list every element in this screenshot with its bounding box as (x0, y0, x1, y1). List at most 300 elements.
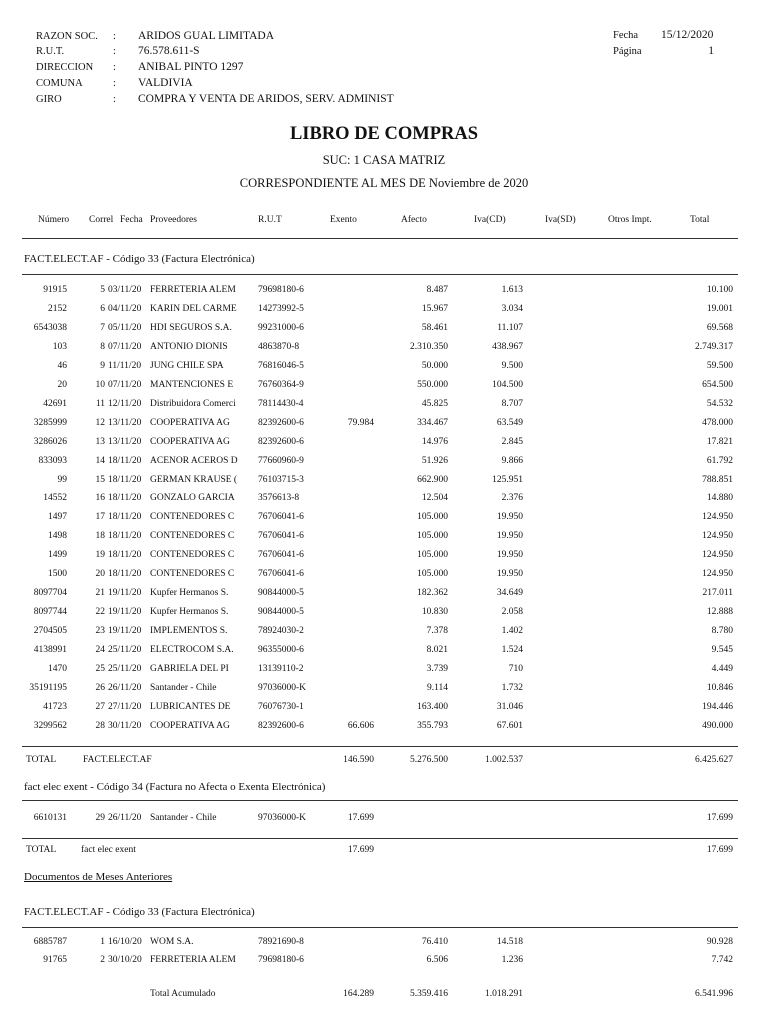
table-row (0, 342, 768, 360)
cell-proveedor: FERRETERIA ALEM (150, 285, 236, 295)
cell-iva: 9.866 (501, 455, 523, 466)
table-row (0, 569, 768, 587)
cell-iva: 19.950 (496, 512, 523, 523)
cell-iva: 14.518 (496, 937, 523, 947)
cell-correl: 1 (100, 937, 105, 947)
cell-fecha: 25/11/20 (108, 645, 142, 656)
cell-fecha: 11/11/20 (108, 360, 142, 371)
cell-proveedor: KARIN DEL CARME (150, 303, 237, 314)
prev-months-title: Documentos de Meses Anteriores (24, 871, 173, 883)
cell-iva: 19.950 (496, 569, 523, 580)
report-title: LIBRO DE COMPRAS (289, 124, 479, 144)
cell-fecha: 26/11/20 (108, 682, 142, 693)
cell-total: 124.950 (702, 569, 733, 580)
cell-iva: 2.376 (501, 493, 523, 504)
cell-correl: 25 (95, 664, 105, 674)
cell-iva: 63.549 (496, 417, 523, 428)
cell-afecto: 105.000 (417, 531, 448, 542)
cell-proveedor: GERMAN KRAUSE ( (150, 474, 238, 485)
section1-total-row (0, 755, 768, 773)
cell-proveedor: IMPLEMENTOS S. (150, 626, 228, 637)
cell-correl: 8 (100, 341, 105, 352)
company-label: COMUNA (36, 78, 83, 89)
cell-rut: 3576613-8 (258, 493, 300, 504)
cell-fecha: 30/10/20 (108, 955, 142, 965)
cell-numero: 99 (57, 474, 67, 485)
section2-total-divider (22, 838, 738, 839)
cell-rut: 97036000-K (258, 813, 307, 823)
table-row (0, 380, 768, 398)
cell-afecto: 662.900 (417, 474, 448, 485)
company-separator: : (113, 62, 116, 73)
cell-correl: 28 (95, 720, 105, 731)
cell-correl: 17 (95, 512, 105, 523)
accum-total-row (0, 989, 768, 1007)
cell-iva: 19.950 (496, 550, 523, 561)
cell-total: 9.545 (711, 645, 733, 656)
table-row (0, 955, 768, 973)
cell-afecto: 8.021 (426, 645, 448, 656)
cell-fecha: 27/11/20 (108, 701, 142, 712)
fecha-label: Fecha (613, 30, 639, 41)
company-label: R.U.T. (36, 46, 65, 57)
cell-iva: 710 (508, 664, 523, 674)
cell-correl: 21 (95, 588, 105, 599)
cell-afecto: 334.467 (417, 417, 448, 428)
cell-proveedor: COOPERATIVA AG (150, 417, 230, 428)
cell-iva: 67.601 (496, 720, 523, 731)
section3-title: FACT.ELECT.AF - Código 33 (Factura Electrónica) (24, 906, 255, 918)
cell-rut: 79698180-6 (258, 955, 304, 965)
cell-proveedor: ELECTROCOM S.A. (150, 645, 234, 656)
cell-rut: 97036000-K (258, 682, 307, 693)
col-afecto: Afecto (401, 215, 427, 225)
cell-iva: 1.524 (501, 645, 523, 656)
cell-correl: 27 (95, 701, 105, 712)
cell-correl: 26 (95, 682, 105, 693)
cell-fecha: 30/11/20 (108, 720, 142, 731)
table-row (0, 626, 768, 644)
cell-afecto: 8.487 (426, 285, 448, 295)
sucursal: SUC: 1 CASA MATRIZ (322, 153, 446, 167)
cell-total: 124.950 (702, 531, 733, 542)
company-value: ARIDOS GUAL LIMITADA (138, 30, 275, 42)
cell-iva: 2.845 (501, 436, 523, 447)
cell-correl: 20 (95, 569, 105, 580)
cell-numero: 35191195 (29, 682, 67, 693)
cell-proveedor: CONTENEDORES C (150, 550, 235, 561)
cell-total: 124.950 (702, 512, 733, 523)
cell-correl: 9 (100, 360, 105, 371)
cell-total: 14.880 (706, 493, 733, 504)
accum-exento: 164.289 (343, 989, 374, 999)
cell-afecto: 550.000 (417, 379, 448, 390)
cell-afecto: 182.362 (417, 588, 448, 599)
cell-afecto: 14.976 (421, 436, 448, 447)
cell-numero: 1498 (48, 531, 67, 542)
table-row (0, 456, 768, 474)
cell-numero: 2152 (48, 303, 67, 314)
cell-afecto: 163.400 (417, 701, 448, 712)
table-row (0, 607, 768, 625)
table-row (0, 475, 768, 493)
cell-rut: 76706041-6 (258, 512, 304, 523)
cell-numero: 91915 (43, 285, 67, 295)
cell-afecto: 12.504 (421, 493, 448, 504)
accum-afecto: 5.359.416 (410, 989, 448, 999)
cell-fecha: 18/11/20 (108, 474, 142, 485)
cell-total: 12.888 (706, 607, 733, 618)
cell-rut: 82392600-6 (258, 436, 304, 447)
cell-proveedor: LUBRICANTES DE (150, 701, 231, 712)
cell-proveedor: CONTENEDORES C (150, 569, 235, 580)
header-divider (22, 238, 738, 239)
table-row (0, 493, 768, 511)
col-numero: Número (38, 215, 70, 225)
cell-fecha: 16/10/20 (108, 937, 142, 947)
cell-fecha: 07/11/20 (108, 341, 142, 352)
cell-numero: 14552 (43, 493, 67, 504)
table-row (0, 304, 768, 322)
cell-numero: 3286026 (33, 436, 67, 447)
cell-proveedor: COOPERATIVA AG (150, 720, 230, 731)
cell-rut: 76706041-6 (258, 569, 304, 580)
cell-fecha: 12/11/20 (108, 398, 142, 409)
cell-fecha: 19/11/20 (108, 626, 142, 637)
company-separator: : (113, 46, 116, 57)
cell-rut: 90844000-5 (258, 607, 304, 618)
cell-afecto: 7.378 (426, 626, 448, 637)
total-iva: 1.002.537 (485, 755, 523, 765)
cell-proveedor: CONTENEDORES C (150, 512, 235, 523)
cell-rut: 96355000-6 (258, 645, 304, 656)
pagina-label: Página (613, 46, 642, 57)
col-proveedores: Proveedores (150, 215, 197, 225)
table-row (0, 702, 768, 720)
total-label: TOTAL (26, 845, 57, 855)
cell-exento: 79.984 (347, 417, 374, 428)
cell-numero: 1499 (48, 550, 67, 561)
cell-iva: 125.951 (492, 474, 523, 485)
cell-numero: 1500 (48, 569, 67, 580)
section2-divider (22, 800, 738, 801)
cell-afecto: 105.000 (417, 512, 448, 523)
company-value: COMPRA Y VENTA DE ARIDOS, SERV. ADMINIST (138, 93, 394, 105)
cell-proveedor: GONZALO GARCIA (150, 493, 235, 504)
cell-total: 17.699 (706, 813, 733, 823)
cell-exento: 17.699 (347, 813, 374, 823)
cell-numero: 833093 (38, 455, 67, 466)
cell-proveedor: Kupfer Hermanos S. (150, 588, 229, 599)
col-iva-cd: Iva(CD) (474, 215, 506, 225)
cell-total: 54.532 (706, 398, 733, 409)
cell-afecto: 6.506 (426, 955, 448, 965)
cell-correl: 7 (100, 322, 105, 333)
cell-rut: 76760364-9 (258, 379, 304, 390)
cell-total: 7.742 (711, 955, 733, 965)
cell-rut: 79698180-6 (258, 285, 304, 295)
cell-correl: 19 (95, 550, 105, 561)
cell-numero: 103 (52, 341, 67, 352)
table-row (0, 664, 768, 682)
company-value: VALDIVIA (138, 77, 193, 89)
total-exento: 146.590 (343, 755, 374, 765)
company-label: RAZON SOC. (36, 31, 98, 42)
cell-rut: 14273992-5 (258, 303, 304, 314)
cell-fecha: 18/11/20 (108, 569, 142, 580)
cell-numero: 3285999 (33, 417, 67, 428)
cell-proveedor: WOM S.A. (150, 937, 194, 947)
cell-proveedor: Santander - Chile (150, 813, 217, 823)
cell-proveedor: Distribuidora Comerci (150, 398, 236, 409)
cell-fecha: 07/11/20 (108, 379, 142, 390)
cell-rut: 78921690-8 (258, 937, 304, 947)
table-row (0, 588, 768, 606)
cell-total: 10.100 (706, 285, 733, 295)
col-exento: Exento (330, 215, 357, 225)
cell-numero: 4138991 (33, 645, 67, 656)
cell-exento: 66.606 (347, 720, 374, 731)
total-total: 17.699 (706, 845, 733, 855)
accum-total: 6.541.996 (695, 989, 733, 999)
cell-correl: 10 (95, 379, 105, 390)
cell-total: 194.446 (702, 701, 733, 712)
cell-proveedor: GABRIELA DEL PI (150, 664, 229, 674)
company-value: 76.578.611-S (138, 45, 200, 57)
section2-title: fact elec exent - Código 34 (Factura no Afecta o Exenta Electrónica) (24, 781, 326, 793)
cell-total: 19.001 (706, 303, 733, 314)
cell-iva: 34.649 (496, 588, 523, 599)
cell-rut: 13139110-2 (258, 664, 304, 674)
cell-total: 2.749.317 (695, 341, 733, 352)
cell-rut: 82392600-6 (258, 720, 304, 731)
section2-total-row (0, 845, 768, 863)
cell-rut: 78924030-2 (258, 626, 304, 637)
total-afecto: 5.276.500 (410, 755, 448, 765)
cell-proveedor: Santander - Chile (150, 682, 217, 693)
cell-correl: 16 (95, 493, 105, 504)
cell-fecha: 18/11/20 (108, 531, 142, 542)
cell-proveedor: HDI SEGUROS S.A. (150, 322, 232, 333)
company-separator: : (113, 31, 116, 42)
cell-afecto: 50.000 (421, 360, 448, 371)
cell-numero: 1497 (48, 512, 67, 523)
cell-correl: 18 (95, 531, 105, 542)
cell-correl: 11 (95, 398, 105, 409)
cell-fecha: 13/11/20 (108, 417, 142, 428)
cell-afecto: 15.967 (421, 303, 448, 314)
cell-afecto: 9.114 (426, 682, 448, 693)
cell-iva: 11.107 (497, 322, 523, 333)
col-rut: R.U.T (258, 215, 282, 225)
cell-numero: 46 (57, 360, 67, 371)
cell-afecto: 105.000 (417, 550, 448, 561)
table-row (0, 813, 768, 831)
cell-fecha: 18/11/20 (108, 493, 142, 504)
cell-rut: 76706041-6 (258, 550, 304, 561)
cell-proveedor: ACENOR ACEROS D (150, 455, 238, 466)
total-name: FACT.ELECT.AF (83, 755, 152, 765)
table-row (0, 937, 768, 955)
cell-afecto: 2.310.350 (410, 341, 448, 352)
table-row (0, 323, 768, 341)
cell-fecha: 05/11/20 (108, 322, 142, 333)
cell-proveedor: FERRETERIA ALEM (150, 955, 236, 965)
column-headers (0, 215, 768, 233)
cell-total: 10.846 (706, 682, 733, 693)
cell-numero: 8097744 (33, 607, 67, 618)
cell-total: 490.000 (702, 720, 733, 731)
section1-total-divider (22, 746, 738, 747)
cell-iva: 104.500 (492, 379, 523, 390)
cell-proveedor: CONTENEDORES C (150, 531, 235, 542)
cell-numero: 41723 (43, 701, 67, 712)
cell-fecha: 18/11/20 (108, 512, 142, 523)
col-fecha: Fecha (120, 215, 143, 225)
cell-total: 124.950 (702, 550, 733, 561)
cell-numero: 6885787 (33, 937, 67, 947)
cell-correl: 12 (95, 417, 105, 428)
cell-total: 478.000 (702, 417, 733, 428)
cell-rut: 76103715-3 (258, 474, 304, 485)
cell-proveedor: COOPERATIVA AG (150, 436, 230, 447)
cell-proveedor: MANTENCIONES E (150, 379, 234, 390)
section1-title: FACT.ELECT.AF - Código 33 (Factura Electrónica) (24, 253, 255, 265)
cell-rut: 77660960-9 (258, 455, 304, 466)
company-separator: : (113, 78, 116, 89)
cell-correl: 23 (95, 626, 105, 637)
cell-numero: 6610131 (33, 813, 67, 823)
table-row (0, 285, 768, 303)
cell-correl: 5 (100, 285, 105, 295)
cell-rut: 99231000-6 (258, 322, 304, 333)
cell-rut: 76706041-6 (258, 531, 304, 542)
cell-correl: 29 (95, 813, 105, 823)
cell-fecha: 13/11/20 (108, 436, 142, 447)
cell-numero: 8097704 (33, 588, 67, 599)
cell-iva: 1.613 (501, 285, 523, 295)
section1-divider (22, 274, 738, 275)
table-row (0, 721, 768, 739)
table-row (0, 683, 768, 701)
cell-total: 17.821 (706, 436, 733, 447)
cell-numero: 42691 (43, 398, 67, 409)
cell-fecha: 03/11/20 (108, 285, 142, 295)
col-otros: Otros Impt. (608, 215, 652, 225)
accum-iva: 1.018.291 (485, 989, 523, 999)
cell-fecha: 18/11/20 (108, 550, 142, 561)
cell-total: 69.568 (706, 322, 733, 333)
accum-label: Total Acumulado (150, 989, 216, 999)
cell-iva: 9.500 (501, 360, 523, 371)
cell-afecto: 105.000 (417, 569, 448, 580)
table-row (0, 512, 768, 530)
table-row (0, 550, 768, 568)
cell-afecto: 10.830 (421, 607, 448, 618)
cell-total: 788.851 (702, 474, 733, 485)
cell-numero: 6543038 (33, 322, 67, 333)
cell-total: 8.780 (711, 626, 733, 637)
cell-iva: 1.732 (501, 682, 523, 693)
cell-total: 61.792 (706, 455, 733, 466)
table-row (0, 361, 768, 379)
cell-iva: 1.236 (501, 955, 523, 965)
cell-iva: 19.950 (496, 531, 523, 542)
cell-afecto: 45.825 (421, 398, 448, 409)
cell-afecto: 58.461 (421, 322, 448, 333)
company-value: ANIBAL PINTO 1297 (138, 61, 244, 73)
total-total: 6.425.627 (695, 755, 733, 765)
cell-correl: 22 (95, 607, 105, 618)
cell-numero: 20 (57, 379, 67, 390)
cell-iva: 8.707 (501, 398, 523, 409)
cell-correl: 2 (100, 955, 105, 965)
cell-iva: 1.402 (501, 626, 523, 637)
cell-numero: 2704505 (33, 626, 67, 637)
table-row (0, 645, 768, 663)
cell-total: 90.928 (706, 937, 733, 947)
cell-correl: 15 (95, 474, 105, 485)
cell-total: 59.500 (706, 360, 733, 371)
cell-afecto: 355.793 (417, 720, 448, 731)
cell-total: 217.011 (702, 588, 733, 599)
periodo: CORRESPONDIENTE AL MES DE Noviembre de 2020 (239, 176, 529, 190)
cell-total: 4.449 (711, 664, 733, 674)
cell-fecha: 19/11/20 (108, 607, 142, 618)
cell-proveedor: JUNG CHILE SPA (150, 360, 224, 371)
cell-iva: 3.034 (501, 303, 523, 314)
col-total: Total (690, 215, 710, 225)
total-label: TOTAL (26, 755, 57, 765)
cell-afecto: 76.410 (421, 937, 448, 947)
cell-rut: 90844000-5 (258, 588, 304, 599)
company-label: GIRO (36, 94, 62, 105)
cell-numero: 91765 (43, 955, 67, 965)
table-row (0, 531, 768, 549)
cell-fecha: 19/11/20 (108, 588, 142, 599)
cell-iva: 31.046 (496, 701, 523, 712)
cell-rut: 78114430-4 (258, 398, 304, 409)
col-correl: Correl (89, 215, 114, 225)
col-iva-sd: Iva(SD) (545, 215, 576, 225)
cell-rut: 76816046-5 (258, 360, 304, 371)
cell-rut: 82392600-6 (258, 417, 304, 428)
cell-correl: 6 (100, 303, 105, 314)
table-row (0, 437, 768, 455)
cell-fecha: 04/11/20 (108, 303, 142, 314)
cell-correl: 24 (95, 645, 105, 656)
cell-fecha: 26/11/20 (108, 813, 142, 823)
cell-rut: 4863870-8 (258, 341, 300, 352)
table-row (0, 418, 768, 436)
total-exento: 17.699 (347, 845, 374, 855)
total-name: fact elec exent (81, 845, 136, 855)
cell-afecto: 3.739 (426, 664, 448, 674)
cell-correl: 13 (95, 436, 105, 447)
cell-fecha: 18/11/20 (108, 455, 142, 466)
cell-total: 654.500 (702, 379, 733, 390)
cell-iva: 2.058 (501, 607, 523, 618)
cell-numero: 1470 (48, 664, 67, 674)
cell-correl: 14 (95, 455, 105, 466)
cell-proveedor: Kupfer Hermanos S. (150, 607, 229, 618)
cell-afecto: 51.926 (421, 455, 448, 466)
cell-iva: 438.967 (492, 341, 523, 352)
pagina-value: 1 (708, 45, 714, 57)
company-label: DIRECCION (36, 62, 94, 73)
cell-fecha: 25/11/20 (108, 664, 142, 674)
section3-divider (22, 927, 738, 928)
